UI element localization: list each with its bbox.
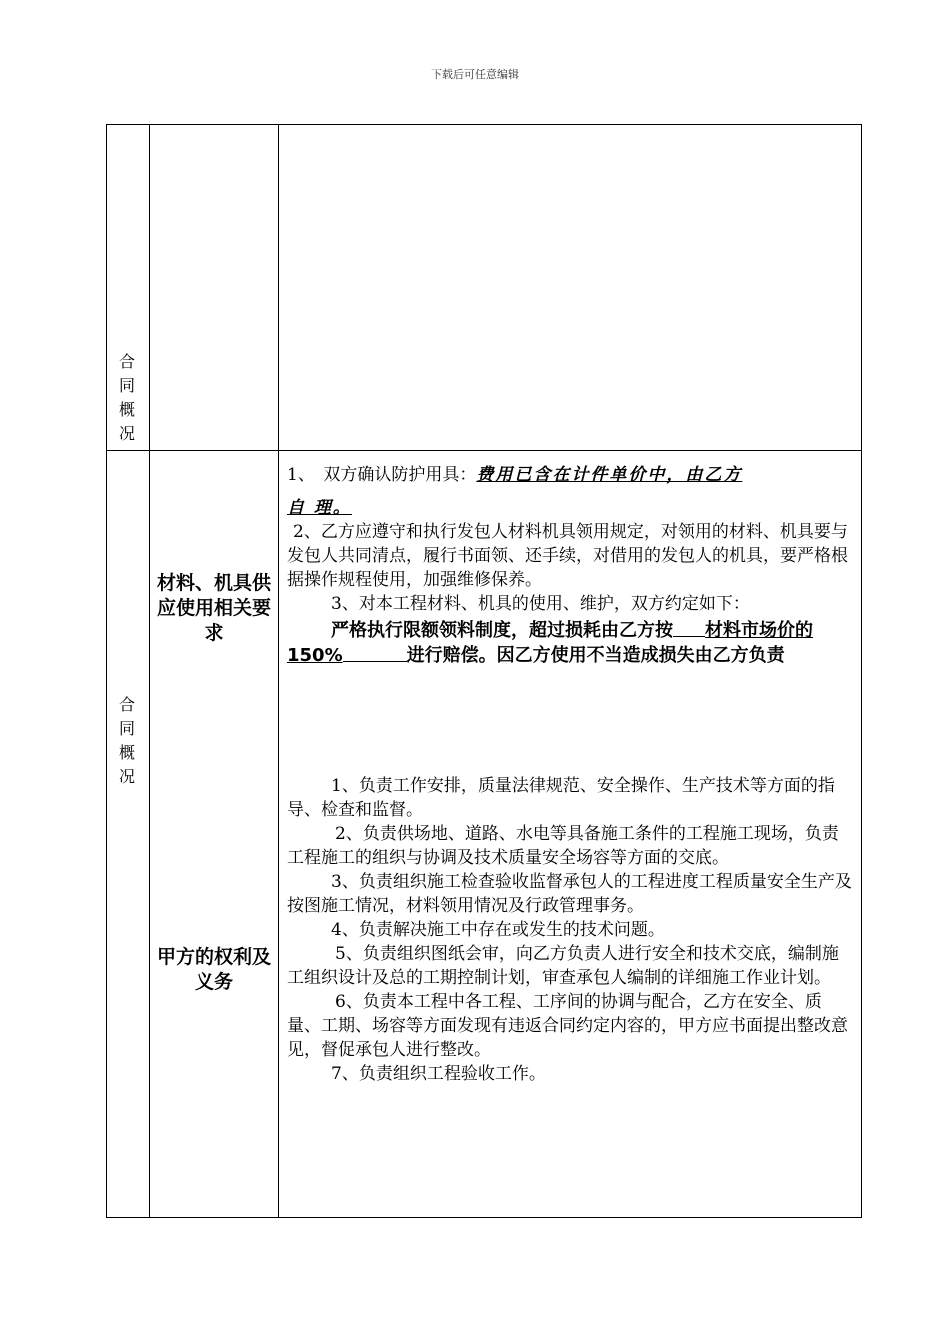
section-label-char: 概 [118, 400, 135, 419]
section-label-char: 合 [118, 352, 135, 371]
party-a-item: 4、负责解决施工中存在或发生的技术问题。 [331, 920, 665, 940]
party-a-item: 6、负责本工程中各工程、工序间的协调与配合，乙方在安全、质量、工期、场容等方面发现有违返合同约定内容的，甲方应书面提出整改意见，督促承包人进行整改。 [287, 992, 848, 1060]
materials-rule-part-2: 进行赔偿。因乙方使用不当造成损失由乙方负责 [406, 645, 785, 666]
table-border-left [106, 124, 107, 1218]
section-label-char: 况 [118, 767, 135, 786]
section-label-char: 同 [118, 719, 135, 738]
materials-rule-part-1: 严格执行限额领料制度，超过损耗由乙方按 [331, 620, 673, 641]
section-label-bottom [112, 693, 142, 789]
materials-label: 材料、机具供应使用相关要求 [156, 572, 271, 644]
materials-content [287, 462, 855, 668]
materials-item-2: 2、乙方应遵守和执行发包人材料机具领用规定，对领用的材料、机具要与发包人共同清点，履行书面领、还手续，对借用的发包人的机具，要严格根据操作规程使用，加强维修保养。 [287, 522, 848, 590]
materials-item-3: 3、对本工程材料、机具的使用、维护，双方约定如下： [331, 594, 750, 614]
section-label-char: 同 [118, 376, 135, 395]
materials-rule-blank [673, 618, 705, 637]
table-border-top [106, 124, 862, 125]
section-label-top [112, 350, 142, 446]
materials-rule-blank-2 [343, 643, 407, 662]
party-a-item: 3、负责组织施工检查验收监督承包人的工程进度工程质量安全生产及按图施工情况，材料领用情况及行政管理事务。 [287, 872, 852, 916]
party-a-item: 1、负责工作安排，质量法律规范、安全操作、生产技术等方面的指导、检查和监督。 [287, 776, 835, 820]
materials-item-1 [287, 462, 855, 488]
materials-rule-fill: 材料市场价的 150% [287, 620, 813, 666]
materials-rule [287, 618, 855, 668]
party-a-item: 7、负责组织工程验收工作。 [331, 1064, 546, 1084]
table-row-divider [106, 450, 862, 451]
section-label-char: 况 [118, 424, 135, 443]
table-col-divider-2 [278, 124, 279, 1218]
header-note: 下载后可任意编辑 [431, 68, 519, 81]
party-a-rights-label: 甲方的权利及义务 [156, 946, 271, 993]
party-a-content [287, 774, 855, 1086]
section-label-char: 概 [118, 743, 135, 762]
party-a-item: 5、负责组织图纸会审，向乙方负责人进行安全和技术交底，编制施工组织设计及总的工期控制计划，审查承包人编制的详细施工作业计划。 [287, 944, 839, 988]
party-a-item: 2、负责供场地、道路、水电等具备施工条件的工程施工现场，负责工程施工的组织与协调及技术质量安全场容等方面的交底。 [287, 824, 839, 868]
section-label-char: 合 [118, 695, 135, 714]
materials-item-1-cont [287, 496, 855, 520]
materials-item-1-prefix: 1、 双方确认防护用具： [287, 465, 477, 485]
materials-item-1-emphasis-2: 自 理。 [287, 498, 352, 518]
table-border-bottom [106, 1217, 862, 1218]
materials-item-1-emphasis: 费用已含在计件单价中，由乙方 [476, 465, 743, 485]
table-col-divider-1 [149, 124, 150, 1218]
table-border-right [861, 124, 862, 1218]
